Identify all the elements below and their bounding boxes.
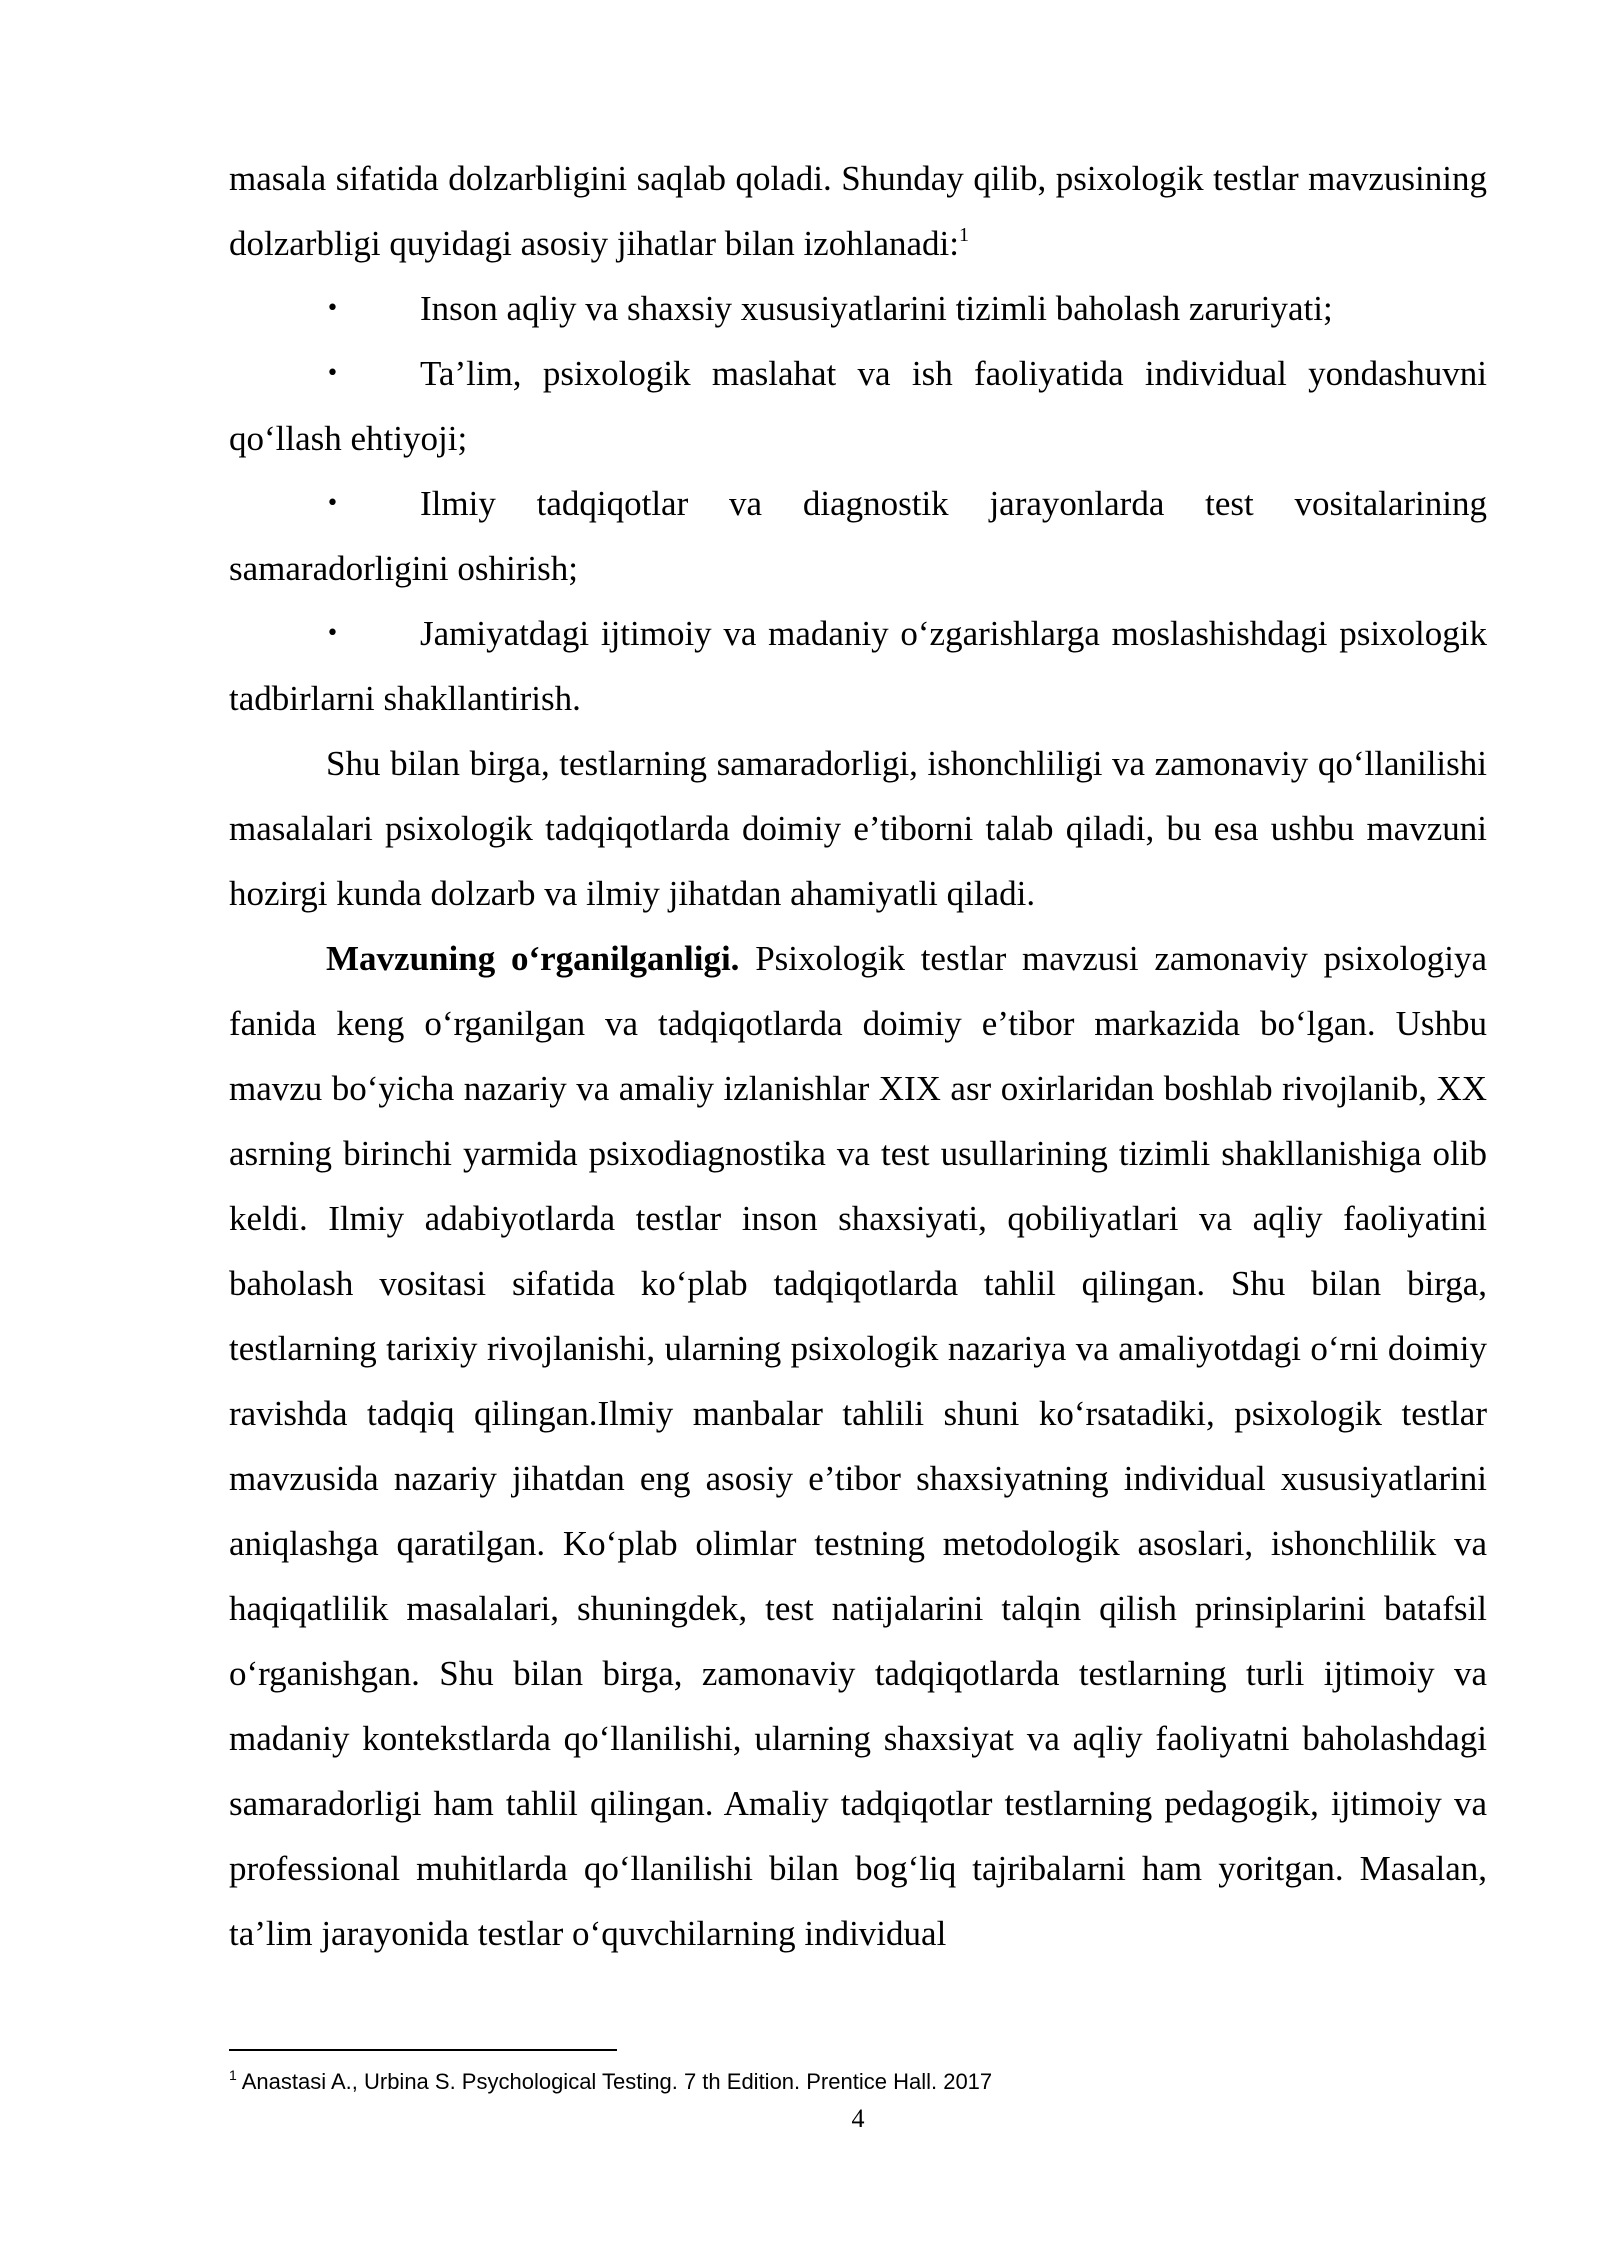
bullet-text: Inson aqliy va shaxsiy xususiyatlarini tizimli baholash zaruriyati; — [420, 289, 1333, 328]
bullet-text: Ilmiy tadqiqotlar va diagnostik jarayonlarda test vositalarining samaradorligini oshirish; — [229, 484, 1487, 588]
bullet-icon: • — [326, 296, 339, 321]
bullet-icon: • — [326, 621, 339, 646]
paragraph-study-degree — [229, 926, 1487, 1966]
page-number: 4 — [851, 2104, 865, 2133]
paragraph-study-degree-text: Psixologik testlar mavzusi zamonaviy psixologiya fanida keng o‘rganilgan va tadqiqotlarda doimiy e’tibor markazida bo‘lgan. Ushbu mavzu bo‘yicha nazariy va amaliy izlanishlar XIX asr oxirlaridan boshlab rivojlanib, XX asrning birinchi yarmida psixodiagnostika va test usullarining tizimli shakllanishiga olib keldi. Ilmiy adabiyotlarda testlar inson shaxsiyati, qobiliyatlari va aqliy faoliyatini baholash vositasi sifatida ko‘plab tadqiqotlarda tahlil qilingan. Shu bilan birga, testlarning tarixiy rivojlanishi, ularning psixologik nazariya va amaliyotdagi o‘rni doimiy ravishda tadqiq qilingan.Ilmiy manbalar tahlili shuni ko‘rsatadiki, psixologik testlar mavzusida nazariy jihatdan eng asosiy e’tibor shaxsiyatning individual xususiyatlarini aniqlashga qaratilgan. Ko‘plab olimlar testning metodologik asoslari, ishonchlilik va haqiqatlilik masalalari, shuningdek, test natijalarini talqin qilish prinsiplarini batafsil o‘rganishgan. Shu bilan birga, zamonaviy tadqiqotlarda testlarning turli ijtimoiy va madaniy kontekstlarda qo‘llanilishi, ularning shaxsiyat va aqliy faoliyatni baholashdagi samaradorligi ham tahlil qilingan. Amaliy tadqiqotlar testlarning pedagogik, ijtimoiy va professional muhitlarda qo‘llanilishi bilan bog‘liq tajribalarni ham yoritgan. Masalan, ta’lim jarayonida testlar o‘quvchilarning individual — [229, 939, 1487, 1953]
footnote-text: Anastasi A., Urbina S. Psychological Testing. 7 th Edition. Prentice Hall. 2017 — [236, 2069, 993, 2094]
bullet-text: Jamiyatdagi ijtimoiy va madaniy o‘zgarishlarga moslashishdagi psixologik tadbirlarni shakllantirish. — [229, 614, 1487, 718]
bullet-item — [229, 276, 1487, 341]
paragraph-intro — [229, 146, 1487, 276]
bullet-item — [229, 471, 1487, 601]
section-heading: Mavzuning o‘rganilganligi. — [326, 939, 740, 978]
bullet-item — [229, 601, 1487, 731]
bullet-item — [229, 341, 1487, 471]
bullet-text: Ta’lim, psixologik maslahat va ish faoliyatida individual yondashuvni qo‘llash ehtiyoji; — [229, 354, 1487, 458]
footnote — [229, 2067, 1487, 2097]
bullet-icon: • — [326, 361, 339, 386]
paragraph-relevance: Shu bilan birga, testlarning samaradorligi, ishonchliligi va zamonaviy qo‘llanilishi masalalari psixologik tadqiqotlarda doimiy e’tiborni talab qiladi, bu esa ushbu mavzuni hozirgi kunda dolzarb va ilmiy jihatdan ahamiyatli qiladi. — [229, 744, 1487, 913]
body-text — [229, 146, 1487, 1966]
footnote-reference[interactable]: 1 — [958, 224, 969, 246]
paragraph-intro-text: masala sifatida dolzarbligini saqlab qoladi. Shunday qilib, psixologik testlar mavzusining dolzarbligi quyidagi asosiy jihatlar bilan izohlanadi: — [229, 159, 1487, 263]
bullet-icon: • — [326, 491, 339, 516]
footnote-number: 1 — [229, 2067, 237, 2083]
footnote-separator — [229, 2049, 617, 2051]
